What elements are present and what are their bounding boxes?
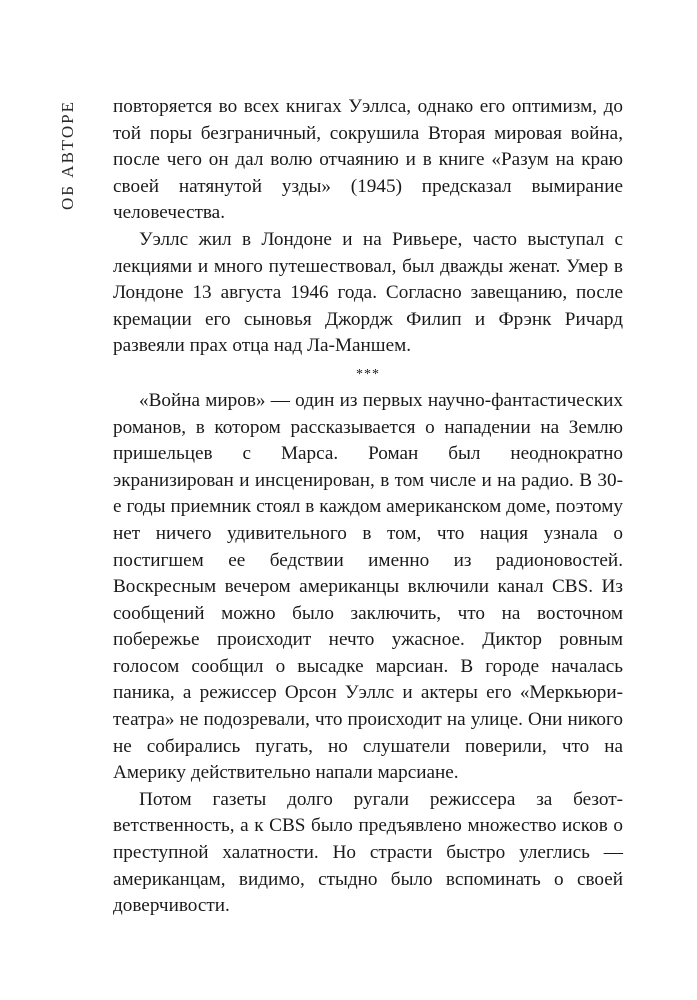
paragraph-war-of-the-worlds: «Война миров» — один из первых научно-фантастических романов, в котором рассказывается о нападении на Землю пришельцев с Марса. Роман был неоднократно экранизирован и инсценирован, в том числе и на радио. В 30-е годы приемник стоял в каждом американском доме, поэтому нет ничего удивительного в том, что нация узнала о постигшем ее бедствии именно из радионовостей. Воскресным вечером американцы включили канал CBS. Из сообщений можно было заключить, что на восточном побережье происходит нечто ужасное. Диктор ровным голосом сообщил о высадке марсиан. В городе началась паника, а режиссер Орсон Уэллс и актеры его «Меркьюри-театра» не подозревали, что происходит на улице. Они никого не собирались пугать, но слушатели поверили, что на Америку действительно напали марсиане. <box>113 389 623 784</box>
running-header-section-title: ОБ АВТОРЕ <box>58 100 77 210</box>
paragraph-aftermath: Потом газеты долго ругали режиссера за безответственность, а к CBS было предъявлено множество исков о преступной халатности. Но страсти быстро улеглись — американцам, видимо, стыдно было вспоминать о своей доверчивости. <box>113 788 623 917</box>
paragraph-continuation: повторяется во всех книгах Уэллса, однако его оптимизм, до той поры безграничный, сокрушила Вторая мировая война, после чего он дал волю отчаянию и в книге «Разум на краю своей натянутой узды» (1945) предсказал вымирание человечества. <box>113 96 623 224</box>
section-separator: *** <box>356 366 380 382</box>
paragraph-life: Уэллс жил в Лондоне и на Ривьере, часто выступал с лекциями и много путешествовал, был дважды женат. Умер в Лондоне 13 августа 1946 года. Согласно завещанию, после кремации его сыновья Джордж Филип и Фрэнк Ричард развеяли прах отца над Ла-Маншем. <box>113 228 623 357</box>
page-text <box>113 94 623 920</box>
